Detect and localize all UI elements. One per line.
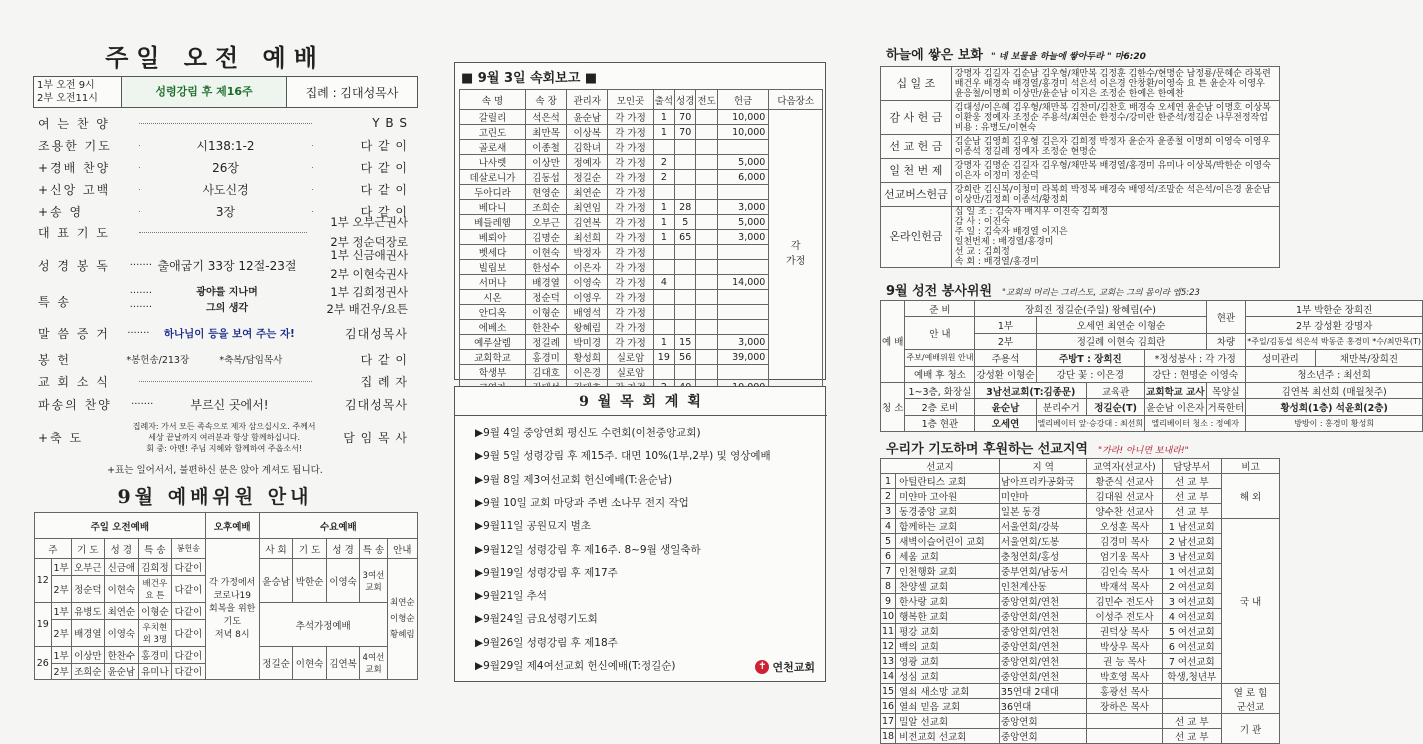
service-time-2: 2부 오전11시 — [37, 93, 98, 104]
cross-icon: ✝ — [755, 660, 769, 674]
class-report-title: ■ 9월 3일 속회보고 ■ — [461, 71, 598, 86]
table-row: 10 행복한 교회 중앙연회/연천 이성주 전도사 4 여선교회 — [881, 609, 1280, 624]
plan-item: ▶9월 10일 교회 마당과 주변 소나무 전지 작업 — [475, 496, 689, 509]
plan-box — [454, 386, 826, 682]
table-row: 감 사 헌 금 김대성/이은혜 김우형/채만복 김찬미/김찬호 배경숙 오세연 윤순남 이명호 이상복 이환웅 정예자 조정순 주용석/최연순 한정수/강미란 한준석/정길순 나무전정작업비용 : 유병도/이현숙 — [881, 101, 1280, 135]
service-time-1: 1부 오전 9시 — [37, 80, 95, 91]
order-row: +신앙 고백 사도신경 다 같 이 — [38, 182, 408, 197]
mission-header: 우리가 기도하며 후원하는 선교지역 "가라! 아니면 보내라!" — [886, 442, 1189, 457]
mission-table: 선교지 지 역 교역자(선교사) 담당부서 비고 1 아틸란티스 교회 남아프리카공화국 황준식 선교사 선 교 부 해 외 2 미얀마 고아원 미얀마 김대원 선교사 선 교 부 3 동경중앙 교회 일본 동경 양수찬 선교사 선 교 부 4 함께하는 교회 서울연회/강북 오성훈 목사 1 남선교회 국 내 5 새벽이슬어린이 교회 서울연회/도봉 김경미 목사 2 남선교회 6 세움 교회 충청연회/홍성 엄기웅 목사 3 남선교회 7 인천행화 교회 중부연회/남동서 김인숙 목사 1 여선교회 8 찬양셀 교회 인천계산동 박재석 목사 2 여선교회 9 한사랑 교회 중앙연회/연천 김민수 전도사 3 여선교회 10 행복한 교회 중앙연회/연천 이성주 전도사 4 여선교회 11 평강 교회 중앙연회/연천 권덕상 목사 5 여선교회 12 백의 교회 중앙연회/연천 박상우 목사 6 여선교회 13 영광 교회 중앙연회/연천 권 능 목사 7 여선교회 14 성심 교회 중앙연회/연천 박호영 목사 학생,청년부 15 열쇠 새소망 교회 35연대 2대대 홍광선 목사 열 로 힘 군선교 16 열쇠 믿음 교회 36연대 장하은 목사 17 밀알 선교회 중앙연회 선 교 부 기 관 18 비전교회 선교회 중앙연회 선 교 부 — [880, 458, 1280, 744]
benediction-row: +축 도 집례자: 가서 모든 족속으로 제자 삼으십시오. 주께서 세상 끝날까지 여러분과 항상 함께하십니다. 회 중: 아멘! 주님 지혜와 함께하여 주옵소서! 담 임 목 사 — [38, 421, 408, 453]
table-row: 16 열쇠 믿음 교회 36연대 장하은 목사 — [881, 699, 1280, 714]
liturgical-week: 성령강림 후 제16주 — [122, 77, 287, 107]
table-row: 13 영광 교회 중앙연회/연천 권 능 목사 7 여선교회 — [881, 654, 1280, 669]
worship-order-panel — [0, 0, 430, 720]
table-row: 일 천 번 제 강명자 김명순 김길자 김우형/채만복 배경열/홍경미 유미나 이상복/박한순 이영숙 이은자 이정미 정순덕 — [881, 159, 1280, 183]
table-row: 교회학교 홍경미 황성희 실로암 19 56 39,000 — [460, 350, 823, 365]
class-meeting-panel — [440, 0, 845, 720]
table-row: 14 성심 교회 중앙연회/연천 박호영 목사 학생,청년부 — [881, 669, 1280, 684]
table-row: 갈릴리 석은석 윤순남 각 가정 1 70 10,000 각 가정 — [460, 110, 823, 125]
special-song-row: 특 송 ······· ······· 광야를 지나며 그의 생각 1부 김희정권사 2부 배건우/요튼 — [38, 285, 409, 316]
table-row: 안디옥 이형순 배영석 각 가정 — [460, 305, 823, 320]
table-row: 서머나 배경열 이영숙 각 가정 4 14,000 — [460, 275, 823, 290]
order-row: 여 는 찬 양 Y B S — [38, 116, 408, 131]
table-row: 1 아틸란티스 교회 남아프리카공화국 황준식 선교사 선 교 부 해 외 — [881, 474, 1280, 489]
order-row: +경배 찬양 26장 다 같 이 — [38, 160, 408, 175]
table-row: 6 세움 교회 충청연회/홍성 엄기웅 목사 3 남선교회 — [881, 549, 1280, 564]
table-row: 8 찬양셀 교회 인천계산동 박재석 목사 2 여선교회 — [881, 579, 1280, 594]
table-row: 벳세다 이현숙 박정자 각 가정 — [460, 245, 823, 260]
order-row: +송 영 3장 다 같 이 — [38, 204, 408, 219]
offering-table — [880, 66, 1280, 268]
treasure-header: 하늘에 쌓은 보화 " 네 보물을 하늘에 쌓아두라 " 마6:20 — [886, 48, 1146, 63]
table-row: 선 교 헌 금 김순남 김영희 김우형 김은자 김희정 박정자 윤순자 윤종철 이명희 이영숙 이영우 이종석 정길례 정예자 조정순 현명순 — [881, 135, 1280, 159]
plan-item: ▶9월 4일 중앙연회 평신도 수련회(이천중앙교회) — [475, 427, 701, 439]
table-row: 선교버스헌금 강희란 김신복/이청미 라복희 박정복 배경숙 배영석/조말순 석은석/이은경 윤순남 이상만/김정희 이종석/황정희 — [881, 183, 1280, 207]
reading-row: 성 경 봉 독 ······· 출애굽기 33장 12절-23절 1부 신금애권사 2부 이현숙권사 — [38, 248, 409, 281]
church-logo: ✝ 연천교회 — [755, 659, 815, 675]
plan-item: ▶9월 5일 성령강림 후 제15주. 대면 10%(1부,2부) 및 영상예배 — [475, 450, 771, 463]
table-row: 베들레헴 오부근 김연복 각 가정 1 5 5,000 — [460, 215, 823, 230]
sermon-row: 말 씀 증 거 ······· 하나님이 등을 보여 주는 자! 김대성목사 — [38, 326, 408, 341]
offering-panel — [866, 0, 1422, 743]
prayer-row: 대 표 기 도 1부 오부근권사 2부 정순덕장로 — [38, 215, 408, 249]
plan-item: ▶9월12일 성령강림 후 제16주. 8~9월 생일축하 — [475, 543, 701, 556]
table-row: 골로새 이종철 김학녀 각 가정 — [460, 140, 823, 155]
duty-table: 주일 오전예배 오후예배 수요예배 주 기 도 성 경 특 송 봉헌송 각 가정에서 코로나19 회복을 위한 기도 저녁 8시 사 회 기 도 성 경 특 송 안내 12 1부 오부근 신금애 김희정 다같이 윤승남 박한순 이영숙 3여선 교회 최연순 이형순 황혜림 2부 정순덕 이현숙 배건우 요 튼 다같이 19 1부 유병도 최연순 이형순 다같이 추석가정예배 2부 배경열 이영숙 우치현 외 3명 다같이 26 1부 이상만 한찬수 홍경미 다같이 정길순 이현숙 김연복 4여선 교회 2부 조희순 윤순남 유미나 다같이 — [34, 512, 418, 680]
table-row: 두아디라 현영순 최연순 각 가정 — [460, 185, 823, 200]
offering-row: 봉 헌 *봉헌송/213장 *축복/담임목사 다 같 이 — [38, 352, 408, 367]
table-row: 시온 정순덕 이영우 각 가정 — [460, 290, 823, 305]
table-row: 베뢰아 김명순 최선희 각 가정 1 65 3,000 — [460, 230, 823, 245]
table-row: 나사렛 이상만 정예자 각 가정 2 5,000 — [460, 155, 823, 170]
table-row: 빌립보 한성수 이은자 각 가정 — [460, 260, 823, 275]
class-report-table: 속 명 속 장 관리자 모인곳 출석 성경 전도 헌금 다음장소 갈릴리 석은석 윤순남 각 가정 1 70 10,000 각 가정 고린도 최만목 이상복 각 가정 1 70 10,000 골로새 이종철 김학녀 각 가정 나사렛 이상만 정예자 각 가정 2 5,000 데살로니가 김동섭 정길순 각 가정 2 6,000 두아디라 현영순 최연순 각 가정 베다니 조희순 최연임 각 가정 1 28 3,000 베들레헴 오부근 김연복 각 가정 1 5 5,000 베뢰아 김명순 최선희 각 가정 1 65 3,000 벳세다 이현숙 박정자 각 가정 빌립보 한성수 이은자 각 가정 서머나 배경열 이영숙 각 가정 4 14,000 시온 정순덕 이영우 각 가정 안디옥 이형순 배영석 각 가정 에베소 한찬수 왕혜림 각 가정 예루살렘 정길례 박미경 각 가정 1 15 3,000 교회학교 홍경미 황성희 실로암 19 56 39,000 학생부 김대호 이은경 실로암 — [459, 89, 823, 395]
table-row: 에베소 한찬수 왕혜림 각 가정 — [460, 320, 823, 335]
plan-item: ▶9월19일 성령강림 후 제17주 — [475, 566, 618, 579]
standing-note: +표는 일어서서, 불편하신 분은 앉아 계셔도 됩니다. — [107, 465, 323, 476]
plan-title: 9 월 목 회 계 획 — [455, 391, 827, 416]
table-row: 데살로니가 김동섭 정길순 각 가정 2 6,000 — [460, 170, 823, 185]
plan-item: ▶9월24일 금요성령기도회 — [475, 613, 598, 626]
table-row: 7 인천행화 교회 중부연회/남동서 김인숙 목사 1 여선교회 — [881, 564, 1280, 579]
table-row: 17 밀알 선교회 중앙연회 선 교 부 기 관 — [881, 714, 1280, 729]
plan-item: ▶9월 8일 제3여선교회 헌신예배(T:윤순남) — [475, 473, 673, 486]
class-report-box — [454, 62, 826, 380]
order-row: 조용한 기도 시138:1-2 다 같 이 — [38, 138, 408, 153]
table-row: 학생부 김대호 이은경 실로암 — [460, 365, 823, 380]
duty-title: 9월 예배위원 안내 — [117, 486, 313, 508]
service-header: 9월 성전 봉사위원 "교회의 머리는 그리스도, 교회는 그의 몸이라 엡5:23 — [886, 284, 1200, 299]
service-leader: 집례 : 김대성목사 — [305, 85, 399, 100]
table-row: 12 백의 교회 중앙연회/연천 박상우 목사 6 여선교회 — [881, 639, 1280, 654]
worship-header — [33, 76, 418, 108]
table-row: 18 비전교회 선교회 중앙연회 선 교 부 — [881, 729, 1280, 744]
table-row: 베다니 조희순 최연임 각 가정 1 28 3,000 — [460, 200, 823, 215]
table-row: 3 동경중앙 교회 일본 동경 양수찬 선교사 선 교 부 — [881, 504, 1280, 519]
sending-row: 파송의 찬양 ······· 부르신 곳에서! 김대성목사 — [38, 397, 408, 412]
table-row: 4 함께하는 교회 서울연회/강북 오성훈 목사 1 남선교회 국 내 — [881, 519, 1280, 534]
table-row: 예루살렘 정길례 박미경 각 가정 1 15 3,000 — [460, 335, 823, 350]
table-row: 9 한사랑 교회 중앙연회/연천 김민수 전도사 3 여선교회 — [881, 594, 1280, 609]
table-row: 5 새벽이슬어린이 교회 서울연회/도봉 김경미 목사 2 남선교회 — [881, 534, 1280, 549]
plan-item: ▶9월21일 추석 — [475, 590, 548, 603]
news-row: 교 회 소 식 집 례 자 — [38, 374, 408, 389]
table-row: 2 미얀마 고아원 미얀마 김대원 선교사 선 교 부 — [881, 489, 1280, 504]
table-row: 15 열쇠 새소망 교회 35연대 2대대 홍광선 목사 열 로 힘 군선교 — [881, 684, 1280, 699]
plan-item: ▶9월26일 성령강림 후 제18주 — [475, 636, 618, 649]
plan-item: ▶9월29일 제4여선교회 헌신예배(T:정길순) — [475, 660, 676, 672]
table-row: 고린도 최만목 이상복 각 가정 1 70 10,000 — [460, 125, 823, 140]
table-row: 온라인헌금 십 일 조 : 김숙자 배지우 이진숙 김희정 감 사 : 이진숙 주 일 : 김숙자 배경열 이지은 일천번제 : 배경열/홍경미 선 교 : 김희정 속 회 : 배경열/홍경미 — [881, 207, 1280, 268]
table-row: 11 평강 교회 중앙연회/연천 권덕상 목사 5 여선교회 — [881, 624, 1280, 639]
table-row: 십 일 조 강명자 김길자 김순남 김우형/채만복 김정훈 김한수/현명순 남정룡/문혜순 라복련 배건우 배경숙 배경열/홍경미 석은석 이은경 안창환/이영숙 요 튼 윤순자 이영우 윤응철/이명희 이상만/윤순남 이지은 조정순 한예은 한예찬 — [881, 67, 1280, 101]
worship-title: 주일 오전 예배 — [105, 43, 325, 72]
service-table: 예 배 준 비 장희진 정길순(주일) 왕혜림(수) 현관 1부 박한순 장희진 안 내 1부 오세연 최연순 이형순 2부 강성환 강명자 2부 정길례 이현숙 김희란 차량 *주일/김동섭 석은석 박동준 홍경미 *수/최만목(T) 주보/예배위원 안내 주용석 주방T : 장희진 *정성봉사 : 각 가정 성미관리 채만복/장희진 예배 후 청소 강성환 이형순 강단 꽃 : 이은경 강단 : 현명순 이영숙 청소년주 : 최선희 청 소 1~3층, 화장실 3남선교회(T:김종문) 교육관 교회학교 교사 목양실 김연복 최선희 (매월첫주) 2층 로비 윤순남 분리수거 정길순(T) 윤순남 이은자 거룩한터 황성희(1층) 석윤희(2층) 1층 현관 오세연 엘리베이터 앞·승강대 : 최선희 엘리베이터 청소 : 정예자 방방이 : 홍경미 황성희 — [880, 300, 1423, 432]
plan-item: ▶9월11일 공원묘지 벌초 — [475, 520, 591, 533]
